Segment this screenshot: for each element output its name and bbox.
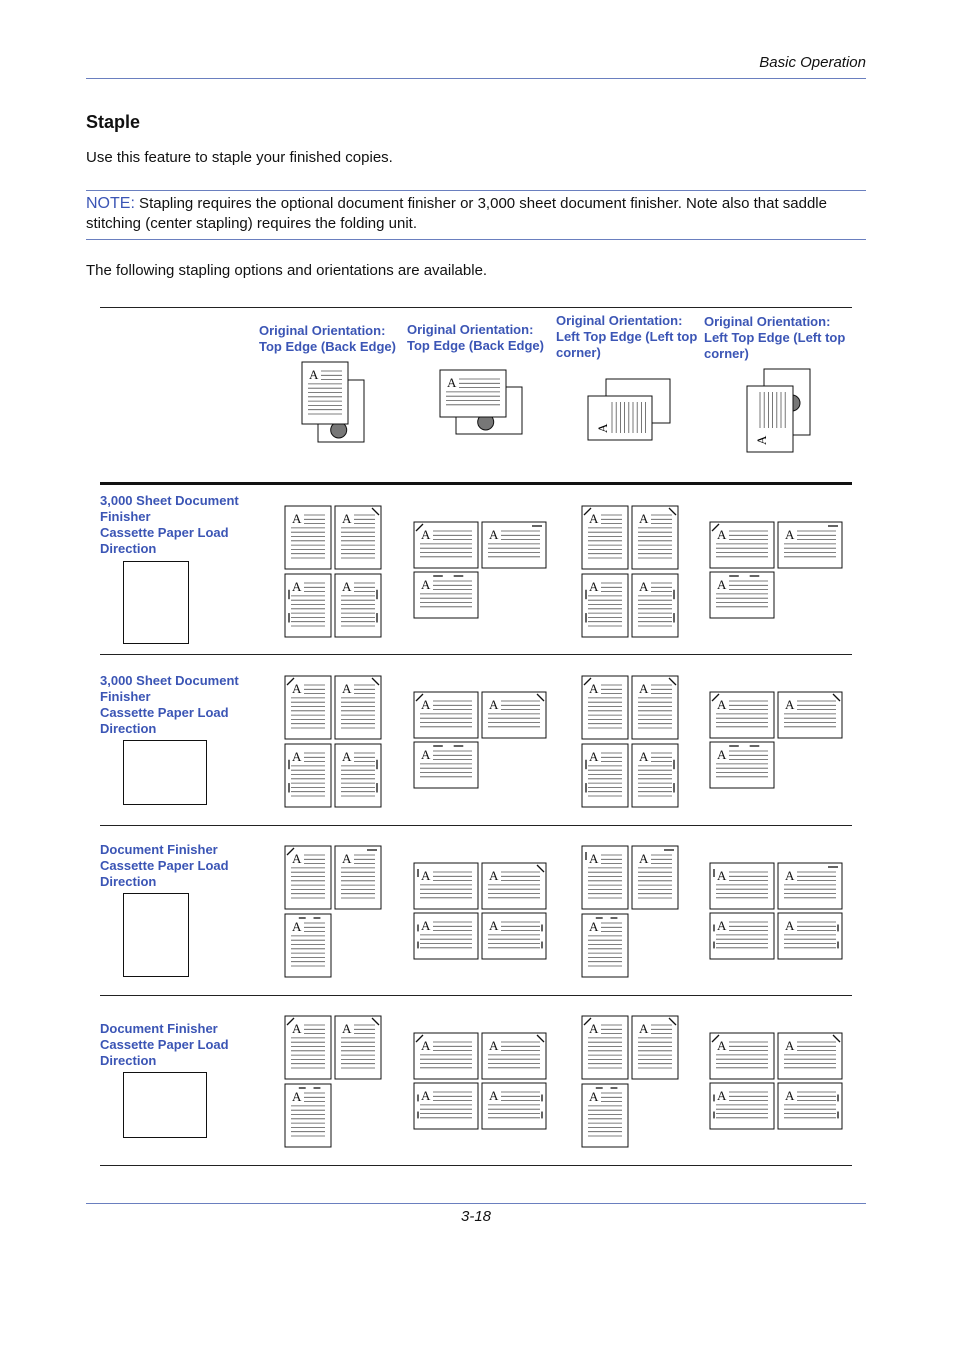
- sheet-letter: A: [589, 919, 599, 934]
- footer-rule: [86, 1203, 866, 1204]
- sheet-letter: A: [292, 1021, 302, 1036]
- sheet-letter: A: [489, 868, 499, 883]
- sheet-letter: A: [717, 747, 727, 762]
- stapled-sheet: [285, 1016, 331, 1079]
- stapled-sheet: [778, 913, 842, 959]
- sheet-letter: A: [342, 749, 352, 764]
- stapled-sheet: [710, 522, 774, 568]
- sheet-letter: A: [292, 919, 302, 934]
- sheet-letter: A: [342, 579, 352, 594]
- stapled-sheet: [414, 572, 478, 618]
- sheet-letter: A: [489, 527, 499, 542]
- sheet-letter: A: [421, 1088, 431, 1103]
- row-header-line: Document Finisher: [100, 842, 218, 857]
- sheet-letter: A: [489, 918, 499, 933]
- column-header-line: Original Orientation:: [704, 314, 831, 329]
- section-title: Basic Operation: [759, 54, 866, 71]
- column-header-line: corner): [704, 346, 749, 361]
- sheet-letter: A: [639, 511, 649, 526]
- sheet-letter: A: [447, 375, 457, 390]
- stapled-sheet: [482, 522, 546, 568]
- stapled-sheet: [414, 1083, 478, 1129]
- stapled-sheet: [582, 914, 628, 977]
- sheet-letter: A: [785, 868, 795, 883]
- stapled-sheet: [414, 863, 478, 909]
- note-label: NOTE:: [86, 195, 135, 212]
- sheet-letter: A: [309, 367, 319, 382]
- sheet-letter: A: [785, 918, 795, 933]
- stapled-sheet: [632, 506, 678, 569]
- sheet-letter: A: [717, 1038, 727, 1053]
- stapled-sheet: [582, 1016, 628, 1079]
- stapled-sheet: [710, 692, 774, 738]
- stapled-sheet: [285, 744, 331, 807]
- stapled-sheet: [778, 1083, 842, 1129]
- stapled-sheet: [414, 692, 478, 738]
- sheet-letter: A: [421, 918, 431, 933]
- sheet-letter: A: [589, 681, 599, 696]
- sheet-letter: A: [421, 577, 431, 592]
- stapled-sheet: [778, 522, 842, 568]
- stapled-sheet: [335, 744, 381, 807]
- page-title: Staple: [86, 112, 141, 132]
- stapled-sheet: [285, 676, 331, 739]
- sheet-letter: A: [589, 1021, 599, 1036]
- sheet-letter: A: [421, 527, 431, 542]
- stapled-sheet: [582, 744, 628, 807]
- sheet-letter: A: [589, 1089, 599, 1104]
- row-header-line: Finisher: [100, 509, 151, 524]
- row-header-line: Document Finisher: [100, 1021, 218, 1036]
- sheet-letter: A: [421, 747, 431, 762]
- sheet-letter: A: [421, 1038, 431, 1053]
- sheet-letter: A: [421, 697, 431, 712]
- sheet-letter: A: [639, 749, 649, 764]
- stapled-sheet: [335, 574, 381, 637]
- sheet-letter: A: [717, 577, 727, 592]
- sheet-letter: A: [717, 697, 727, 712]
- stapled-sheet: [582, 846, 628, 909]
- sheet-letter: A: [785, 697, 795, 712]
- sheet-letter: A: [785, 1038, 795, 1053]
- row-header-line: Cassette Paper Load: [100, 705, 229, 720]
- stapled-sheet: [710, 1033, 774, 1079]
- note-text: Stapling requires the optional document finisher or 3,000 sheet document finisher. Note also that saddle stitching (center stapling) requires the folding unit.: [86, 195, 827, 232]
- row-header-line: 3,000 Sheet Document: [100, 673, 239, 688]
- sheet-letter: A: [421, 868, 431, 883]
- stapled-sheet: [482, 1083, 546, 1129]
- stapled-sheet: [632, 676, 678, 739]
- stapled-sheet: [582, 506, 628, 569]
- stapled-sheet: [414, 913, 478, 959]
- column-header-line: Left Top Edge (Left top: [556, 329, 698, 344]
- row-header-line: Finisher: [100, 689, 151, 704]
- sheet-letter: A: [785, 527, 795, 542]
- sheet-letter: A: [342, 511, 352, 526]
- page-number: 3-18: [461, 1208, 492, 1225]
- sheet-letter: A: [595, 423, 610, 433]
- stapled-sheet: [285, 1084, 331, 1147]
- stapled-sheet: [414, 522, 478, 568]
- column-header-line: Original Orientation:: [407, 322, 534, 337]
- stapled-sheet: [335, 1016, 381, 1079]
- stapled-sheet: [335, 506, 381, 569]
- stapled-sheet: [710, 742, 774, 788]
- stapled-sheet: [582, 574, 628, 637]
- sheet-letter: A: [717, 868, 727, 883]
- stapled-sheet: [632, 574, 678, 637]
- stapled-sheet: [482, 692, 546, 738]
- sheet-letter: A: [292, 511, 302, 526]
- sheet-letter: A: [717, 527, 727, 542]
- stapled-sheet: [482, 1033, 546, 1079]
- sheet-letter: A: [754, 435, 769, 445]
- stapled-sheet: [335, 846, 381, 909]
- column-header-line: Original Orientation:: [556, 313, 683, 328]
- column-header-line: Original Orientation:: [259, 323, 386, 338]
- column-header-line: Left Top Edge (Left top: [704, 330, 846, 345]
- stapled-sheet: [710, 913, 774, 959]
- sheet-letter: A: [639, 1021, 649, 1036]
- stapled-sheet: [285, 574, 331, 637]
- column-header-line: Top Edge (Back Edge): [407, 338, 544, 353]
- stapled-sheet: [710, 1083, 774, 1129]
- row-header-line: Direction: [100, 541, 157, 556]
- stapled-sheet: [710, 572, 774, 618]
- sheet-letter: A: [589, 579, 599, 594]
- column-header-line: Top Edge (Back Edge): [259, 339, 396, 354]
- sheet-letter: A: [342, 681, 352, 696]
- stapled-sheet: [285, 914, 331, 977]
- sheet-letter: A: [292, 749, 302, 764]
- sheet-letter: A: [292, 681, 302, 696]
- row-header-line: Direction: [100, 721, 157, 736]
- row-header-line: Cassette Paper Load: [100, 1037, 229, 1052]
- sheet-letter: A: [639, 851, 649, 866]
- column-header-line: corner): [556, 345, 601, 360]
- sheet-letter: A: [717, 918, 727, 933]
- stapled-sheet: [285, 846, 331, 909]
- stapled-sheet: [482, 913, 546, 959]
- row-header-line: Cassette Paper Load: [100, 525, 229, 540]
- sheet-letter: A: [785, 1088, 795, 1103]
- sheet-letter: A: [342, 1021, 352, 1036]
- sheet-letter: A: [489, 1088, 499, 1103]
- sheet-letter: A: [489, 1038, 499, 1053]
- row-header-line: Direction: [100, 874, 157, 889]
- stapled-sheet: [582, 1084, 628, 1147]
- stapled-sheet: [414, 742, 478, 788]
- stapled-sheet: [778, 1033, 842, 1079]
- available-options-text: The following stapling options and orientations are available.: [86, 262, 488, 279]
- sheet-letter: A: [292, 579, 302, 594]
- sheet-letter: A: [589, 851, 599, 866]
- sheet-letter: A: [292, 1089, 302, 1104]
- stapled-sheet: [285, 506, 331, 569]
- sheet-letter: A: [589, 511, 599, 526]
- stapled-sheet: [582, 676, 628, 739]
- stapled-sheet: [778, 863, 842, 909]
- stapled-sheet: [482, 863, 546, 909]
- sheet-letter: A: [717, 1088, 727, 1103]
- stapled-sheet: [414, 1033, 478, 1079]
- sheet-letter: A: [342, 851, 352, 866]
- sheet-letter: A: [489, 697, 499, 712]
- sheet-letter: A: [292, 851, 302, 866]
- row-header-line: Cassette Paper Load: [100, 858, 229, 873]
- stapled-sheet: [632, 744, 678, 807]
- row-header-line: 3,000 Sheet Document: [100, 493, 239, 508]
- stapled-sheet: [632, 846, 678, 909]
- sheet-letter: A: [639, 681, 649, 696]
- intro-text: Use this feature to staple your finished copies.: [86, 149, 393, 166]
- stapled-sheet: [335, 676, 381, 739]
- stapled-sheet: [710, 863, 774, 909]
- stapled-sheet: [778, 692, 842, 738]
- row-header-line: Direction: [100, 1053, 157, 1068]
- sheet-letter: A: [589, 749, 599, 764]
- stapled-sheet: [632, 1016, 678, 1079]
- sheet-letter: A: [639, 579, 649, 594]
